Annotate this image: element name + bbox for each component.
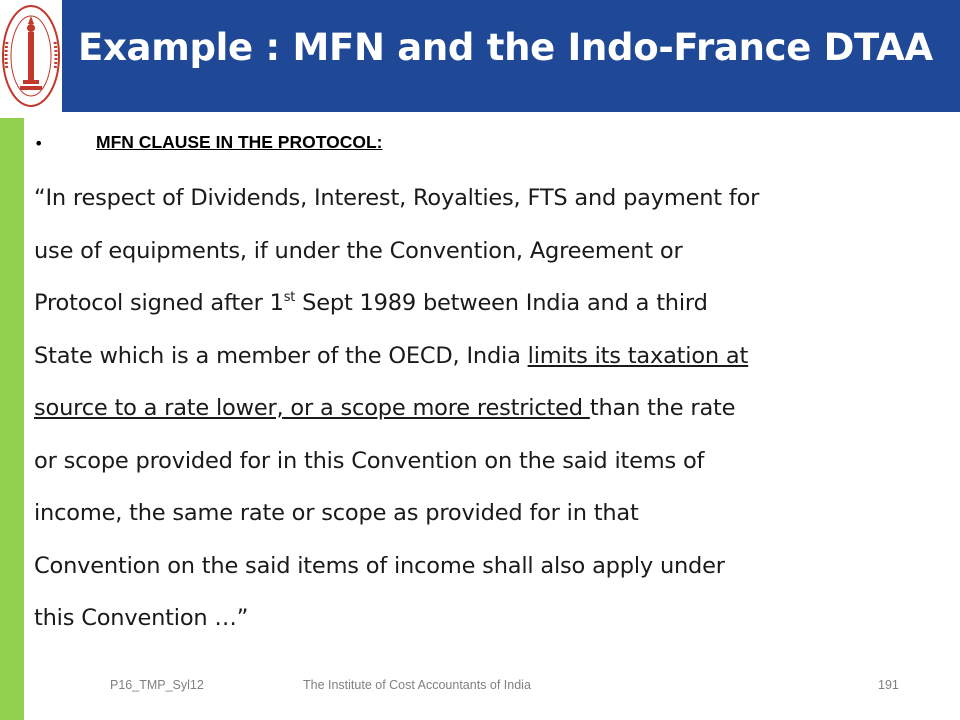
quote-line bbox=[34, 172, 949, 225]
quote-line bbox=[34, 225, 949, 278]
quote-text: this Convention …” bbox=[34, 605, 249, 631]
underlined-text: source to a rate lower, or a scope more restricted bbox=[34, 395, 590, 421]
accent-sidebar bbox=[0, 118, 24, 720]
ordinal-superscript: st bbox=[283, 290, 296, 305]
quote-text: Sept 1989 between India and a third bbox=[295, 290, 708, 316]
quote-line bbox=[34, 382, 949, 435]
institute-seal-icon bbox=[1, 2, 61, 110]
quote-line bbox=[34, 330, 949, 383]
quote-text: use of equipments, if under the Convention, Agreement or bbox=[34, 237, 683, 264]
quote-line bbox=[34, 540, 949, 593]
title-banner bbox=[0, 0, 960, 112]
quote-text: or scope provided for in this Convention on the said items of bbox=[34, 447, 705, 474]
quote-line bbox=[34, 277, 949, 330]
bullet-marker: • bbox=[34, 134, 44, 153]
footer-code: P16_TMP_Syl12 bbox=[110, 678, 204, 692]
institute-logo bbox=[0, 0, 62, 112]
quote-text: than the rate bbox=[589, 395, 736, 421]
footer-institute: The Institute of Cost Accountants of India bbox=[303, 678, 531, 692]
quote-line bbox=[34, 487, 949, 540]
quote-text: Protocol signed after 1 bbox=[34, 290, 284, 316]
quote-text: State which is a member of the OECD, India bbox=[34, 342, 528, 369]
slide-title: Example : MFN and the Indo-France DTAA bbox=[78, 26, 933, 69]
underlined-text: limits its taxation at bbox=[527, 342, 749, 369]
page-number: 191 bbox=[878, 678, 899, 692]
quote-text: Convention on the said items of income shall also apply under bbox=[34, 552, 725, 579]
quote-text: income, the same rate or scope as provided for in that bbox=[34, 500, 639, 526]
section-subheading: MFN CLAUSE IN THE PROTOCOL: bbox=[96, 132, 383, 152]
quote-line bbox=[34, 435, 949, 488]
mfn-clause-quote bbox=[34, 172, 949, 645]
quote-text: “In respect of Dividends, Interest, Royalties, FTS and payment for bbox=[34, 185, 760, 211]
quote-line bbox=[34, 592, 949, 645]
